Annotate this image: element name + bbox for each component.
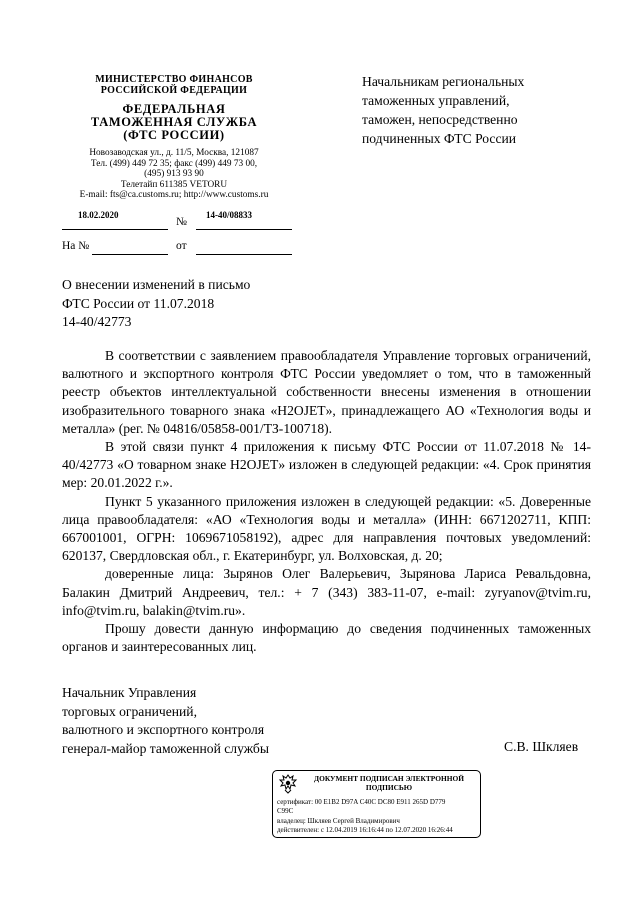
address-line5: E-mail: fts@ca.customs.ru; http://www.customs.ru <box>79 190 269 200</box>
subject <box>62 276 322 332</box>
signature-line1: Начальник Управления <box>62 685 197 700</box>
coat-of-arms-icon <box>277 773 299 795</box>
stamp-title-line1: ДОКУМЕНТ ПОДПИСАН ЭЛЕКТРОННОЙ <box>314 774 464 783</box>
subject-line2: ФТС России от 11.07.2018 <box>62 295 215 311</box>
stamp-validity: действителен: с 12.04.2019 16:16:44 по 12.07.2020 16:26:44 <box>277 826 453 834</box>
addressee <box>362 72 602 148</box>
ministry-line2: РОССИЙСКОЙ ФЕДЕРАЦИИ <box>100 85 248 96</box>
paragraph-5: Прошу довести данную информацию до сведения подчиненных таможенных органов и заинтересованных лиц. <box>62 621 591 655</box>
addressee-line2: таможенных управлений, <box>362 93 510 108</box>
from-underline <box>196 254 292 255</box>
ref-underline <box>92 254 168 255</box>
stamp-title <box>301 775 477 792</box>
signature-line4: генерал-майор таможенной службы <box>62 740 269 756</box>
stamp-certificate-cont: C99C <box>277 807 294 815</box>
e-signature-stamp <box>272 770 481 838</box>
signature-line3: валютного и экспортного контроля <box>62 722 265 737</box>
address-line3: (495) 913 93 90 <box>144 169 204 179</box>
letterhead <box>58 74 290 201</box>
service-line1: ФЕДЕРАЛЬНАЯ <box>122 102 226 116</box>
from-label: от <box>176 240 187 252</box>
stamp-owner: владелец: Шкляев Сергей Владимирович <box>277 817 400 825</box>
paragraph-2: В этой связи пункт 4 приложения к письму ФТС России от 11.07.2018 № 14-40/42773 «О товарном знаке H2OJET» изложен в следующей редакции: «4. Срок принятия мер: 20.01.2022 г.». <box>62 439 591 491</box>
addressee-line1: Начальникам региональных <box>362 74 525 89</box>
paragraph-4: доверенные лица: Зырянов Олег Валерьевич, Зырянова Лариса Ревальдовна, Балакин Дмитрий Андреевич, тел.: + 7 (343) 383-11-07, e-mail: zyryanov@tvim.ru, info@tvim.ru, balakin@tvim.ru». <box>62 566 591 618</box>
date-underline <box>62 229 168 230</box>
document-number: 14-40/08833 <box>206 210 252 220</box>
addressee-line3: таможен, непосредственно <box>362 112 518 127</box>
signature-block <box>62 684 322 758</box>
signatory-name: С.В. Шкляев <box>504 739 579 754</box>
paragraph-1: В соответствии с заявлением правообладателя Управление торговых ограничений, валютного и экспортного контроля ФТС России уведомляет о том, что в таможенный реестр объектов интеллектуальной собственности внесены изменения в отношении изобразительного товарного знака «H2OJET», принадлежащего АО «Технология воды и металла» (рег. № 04816/05858-001/ТЗ-100718). <box>62 348 591 436</box>
addressee-line4: подчиненных ФТС России <box>362 131 517 146</box>
address-line2: Тел. (499) 449 72 35; факс (499) 449 73 00, <box>90 158 258 169</box>
letter-body <box>62 347 591 656</box>
paragraph-3: Пункт 5 указанного приложения изложен в следующей редакции: «5. Доверенные лица правообладателя: «АО «Технология воды и металла» (ИНН: 6671202711, КПП: 667001001, ОГРН: 1069671058192), адрес для направления почтовых уведомлений: 620137, Свердловская обл., г. Екатеринбург, ул. Волховская, д. 20; <box>62 493 591 564</box>
service-line2: ТАМОЖЕННАЯ СЛУЖБА <box>90 115 258 129</box>
address-line4: Телетайп 611385 VETORU <box>120 179 228 190</box>
subject-line1: О внесении изменений в письмо <box>62 277 251 292</box>
document-date: 18.02.2020 <box>78 210 119 220</box>
number-label: № <box>176 216 187 228</box>
ministry-line1: МИНИСТЕРСТВО ФИНАНСОВ <box>95 74 253 85</box>
stamp-title-line2: ПОДПИСЬЮ <box>365 782 413 792</box>
stamp-certificate: сертификат: 00 E1B2 D97A C40C DC80 E911 265D D779 <box>277 798 446 806</box>
signature-line2: торговых ограничений, <box>62 703 197 719</box>
service-line3: (ФТС РОССИИ) <box>123 128 225 142</box>
address-line1: Новозаводская ул., д. 11/5, Москва, 121087 <box>89 148 259 158</box>
number-underline <box>196 229 292 230</box>
subject-line3: 14-40/42773 <box>62 314 132 329</box>
ref-label: На № <box>62 240 90 252</box>
